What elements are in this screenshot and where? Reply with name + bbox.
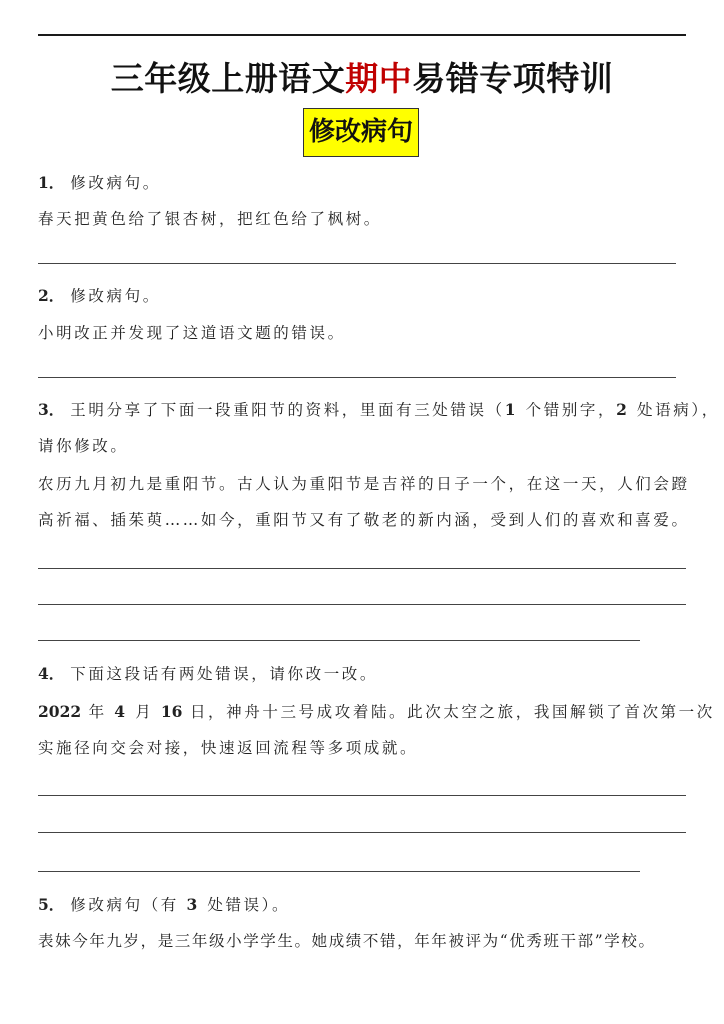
question-prompt: 处语病）， [629,401,720,419]
question-1-text: 春天把黄色给了银杏树，把红色给了枫树。 [38,210,382,228]
page-title [0,58,724,100]
question-4-text: 实施径向交会对接，快速返回流程等多项成就。 [38,739,419,757]
question-3-heading [38,400,720,420]
question-3-text: 高祈福、插茱萸……如今，重阳节又有了敬老的新内涵，受到人们的喜欢和喜爱。 [38,511,690,529]
question-4-text [38,702,715,722]
answer-line[interactable] [38,795,686,796]
text-fragment: 日，神舟十三号成攻着陆。此次太空之旅，我国解锁了首次第一次 [182,703,715,721]
answer-line[interactable] [38,832,686,833]
answer-line[interactable] [38,871,640,872]
text-fragment: 年 [81,703,115,721]
prompt-number: 2 [616,400,630,419]
question-4-heading [38,664,378,684]
question-prompt: 个错别字， [518,401,617,419]
question-prompt: 处错误）。 [199,896,291,914]
title-part2: 易错专项特训 [412,59,614,98]
question-5-text: 表妹今年九岁，是三年级小学学生。她成绩不错，年年被评为“优秀班干部”学校。 [38,932,656,950]
answer-line[interactable] [38,263,676,264]
section-subtitle: 修改病句 [303,108,419,157]
question-2-text: 小明改正并发现了这道语文题的错误。 [38,324,346,342]
question-number: 4． [38,664,65,683]
prompt-number: 1 [504,400,519,419]
question-3-text: 农历九月初九是重阳节。古人认为重阳节是吉祥的日子一个，在这一天，人们会蹬 [38,475,690,493]
question-2-heading [38,286,161,306]
prompt-number: 3 [186,895,200,914]
day: 16 [160,702,183,721]
question-prompt: 修改病句。 [70,174,161,192]
answer-line[interactable] [38,377,676,378]
question-number: 3． [38,400,65,419]
answer-line[interactable] [38,640,640,641]
question-prompt: 王明分享了下面一段重阳节的资料，里面有三处错误（ [70,401,505,419]
top-rule [38,34,686,36]
title-part1: 三年级上册语文 [110,59,346,98]
question-1-heading [38,173,161,193]
question-prompt: 下面这段话有两处错误，请你改一改。 [70,665,378,683]
question-3-prompt-cont: 请你修改。 [38,437,129,455]
question-5-heading [38,895,290,915]
month: 4 [114,702,128,721]
title-highlight: 期中 [345,59,413,98]
question-prompt: 修改病句。 [70,287,161,305]
question-prompt: 修改病句（有 [70,896,187,914]
question-number: 1． [38,173,65,192]
answer-line[interactable] [38,604,686,605]
answer-line[interactable] [38,568,686,569]
question-number: 2． [38,286,65,305]
text-fragment: 月 [127,703,161,721]
question-number: 5． [38,895,65,914]
year: 2022 [38,702,82,721]
